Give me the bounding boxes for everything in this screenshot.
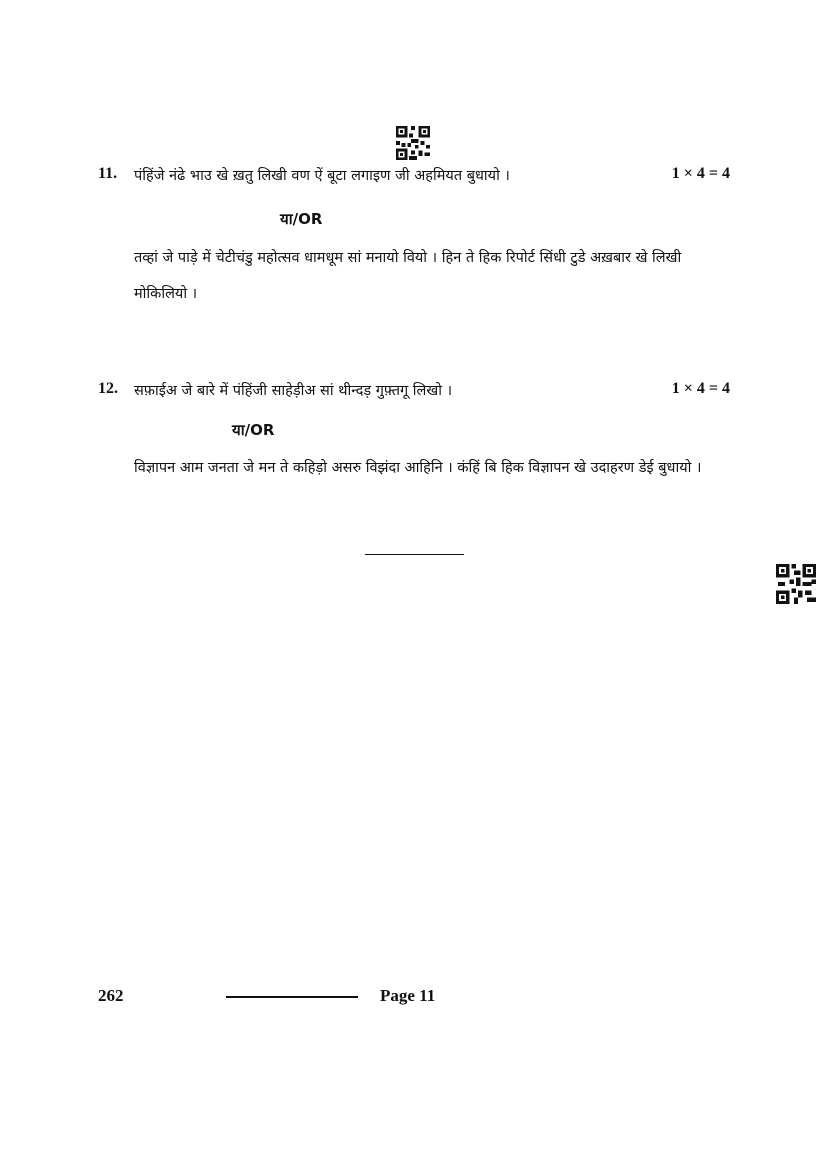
question-11-or-label: या/OR — [280, 210, 323, 228]
section-end-divider — [365, 554, 464, 555]
question-12-text: सफ़ाईअ जे बारे में पंहिंजी साहेड़ीअ सां थीन्दड़ गुफ़्तगू लिखो । — [134, 383, 453, 399]
qr-code-side — [776, 564, 816, 604]
footer-page-number: Page 11 — [380, 986, 436, 1005]
question-12-alternative: विज्ञापन आम जनता जे मन ते कहिड़ो असरु विझंदा आहिनि । कंहिं बि हिक विज्ञापन खे उदाहरण डेई बुधायो । — [134, 460, 702, 476]
question-11-number: 11. — [98, 165, 118, 182]
question-12-marks: 1 × 4 = 4 — [671, 380, 730, 397]
question-11-marks: 1 × 4 = 4 — [671, 165, 730, 182]
question-12-number: 12. — [98, 380, 118, 397]
footer-divider — [226, 996, 358, 998]
qr-code-top — [395, 126, 431, 160]
question-11-alternative: तव्हां जे पाड़े में चेटीचंडु महोत्सव धामधूम सां मनायो वियो । हिन ते हिक रिपोर्ट सिंधी टुडे अख़बार खे लिखी मोकिलियो । — [134, 250, 682, 302]
question-12-or-label: या/OR — [232, 421, 275, 439]
footer-paper-code: 262 — [98, 986, 124, 1005]
question-11-text: पंहिंजे नंढे भाउ खे ख़तु लिखी वण ऐं बूटा लगाइण जी अहमियत बुधायो । — [134, 168, 510, 184]
